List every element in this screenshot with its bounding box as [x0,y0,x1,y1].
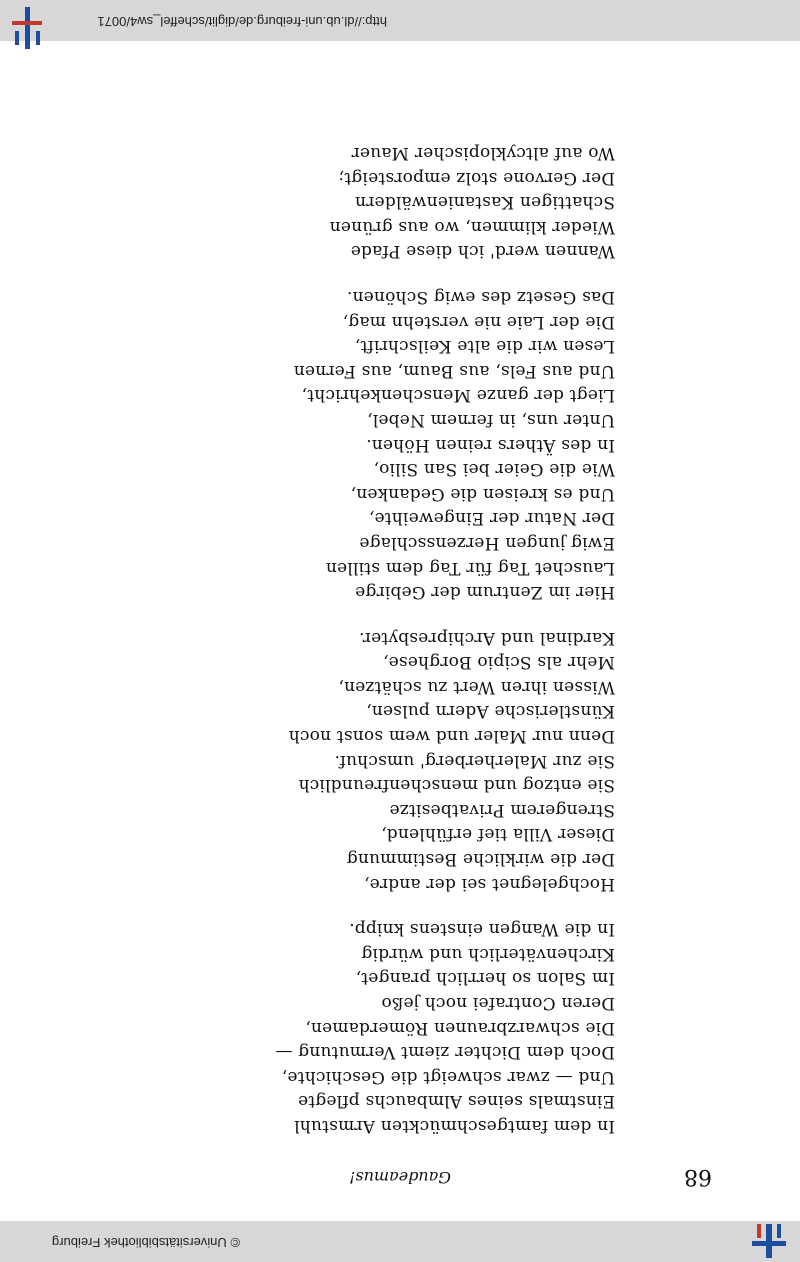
page-number: 68 [684,1164,712,1189]
verse-line: Künstlerische Adern pulsen, [365,701,615,722]
verse-line: Doch dem Dichter ziemt Vermutung — [275,1042,615,1063]
verse-line: Der Natur der Eingeweihte, [368,508,615,529]
verse-line: Liegt der ganze Menschenkehricht, [301,385,615,406]
verse-line: Der Gervone stolz emporsteigt; [338,167,615,188]
verse-line: In des Äthers reinen Höhen. [365,434,615,455]
verse-line: Hochgelegnet sei der andre, [363,873,615,894]
verse-line: In dem famtgeschmückten Armstuhl [294,1116,615,1136]
verse-line: Unter uns, in fernem Nebel, [366,409,615,430]
verse-line: Ewig jungen Herzensschlage [359,532,615,553]
verse-line: Das Gesetz des ewig Schönen. [346,287,615,307]
verse-line: Im Salon so herrlich pranget, [355,968,615,989]
verse-line: Lesen wir die alte Keilschrift, [354,336,615,357]
verse-line: Strengerem Privatbesitze [389,799,615,820]
verse-line: Einstmals seines Almbauchs pflegte [297,1091,615,1112]
verse-line: Und — zwar schweigt die Geschichte, [281,1066,615,1087]
copyright-notice: © Universitätsbibliothek Freiburg [51,1235,240,1250]
verse-line: Deren Contrafei noch jeßo [381,993,615,1014]
verse-line: Und es kreisen die Gedanken, [350,483,615,504]
verse-line: Die schwarzbraunen Römerdamen, [305,1017,615,1038]
verse-line: Hier im Zentrum der Gebirge [355,582,615,603]
stanza [175,284,615,604]
url-link[interactable]: http://dl.ub.uni-freiburg.de/diglit/scheffel_sw4/0071 [97,14,387,29]
verse-line: Sie zur Malerherberg' umschuf. [334,750,615,771]
verse-line: Dieser Villa tief erfühlend, [380,824,615,845]
verse-line: Kirchenväterlich und würdig [361,943,615,964]
verse-line: Schattigen Kastanienwäldern [354,192,615,213]
library-logo-icon [12,7,42,49]
verse-line: Sie entzog und menschenfreundlich [298,775,615,796]
verse-line: Wannen werd' ich diese Pfade [350,241,615,262]
verse-line: Lauschet Tag für Tag dem stillen [325,557,615,578]
library-logo-icon [752,1224,786,1258]
verse-line: Wieder klimmen, wo aus grünen [329,216,615,237]
verse-line: Der die wirkliche Bestimmung [346,849,615,870]
verse-line: Und aus Fels, aus Baum, aus Fernen [293,360,615,381]
verse-line: Wissen ihren Wert zu schätzen, [338,676,615,697]
verse-line: Kardinal und Archipresbyter. [358,627,615,648]
url-footer-bar [0,0,800,41]
verse-line: Die der Laie nie verstehn mag, [342,311,615,332]
running-head: Gaudeamus! [349,1168,451,1187]
verse-line: Denn nur Maler und wem sonst noch [288,726,615,747]
stanza [175,625,615,896]
verse-line: Mehr als Scipio Borghese, [382,652,615,673]
stanza [175,140,615,263]
verse-line: In die Wangen einstens knipp. [348,919,615,940]
verse-line: Wo auf altcyklopischer Mauer [351,143,615,164]
verse-line: Wie die Geier bei San Silio, [373,459,615,480]
stanza [175,917,615,1138]
library-header-bar [0,1221,800,1262]
poem-text [175,119,615,1138]
